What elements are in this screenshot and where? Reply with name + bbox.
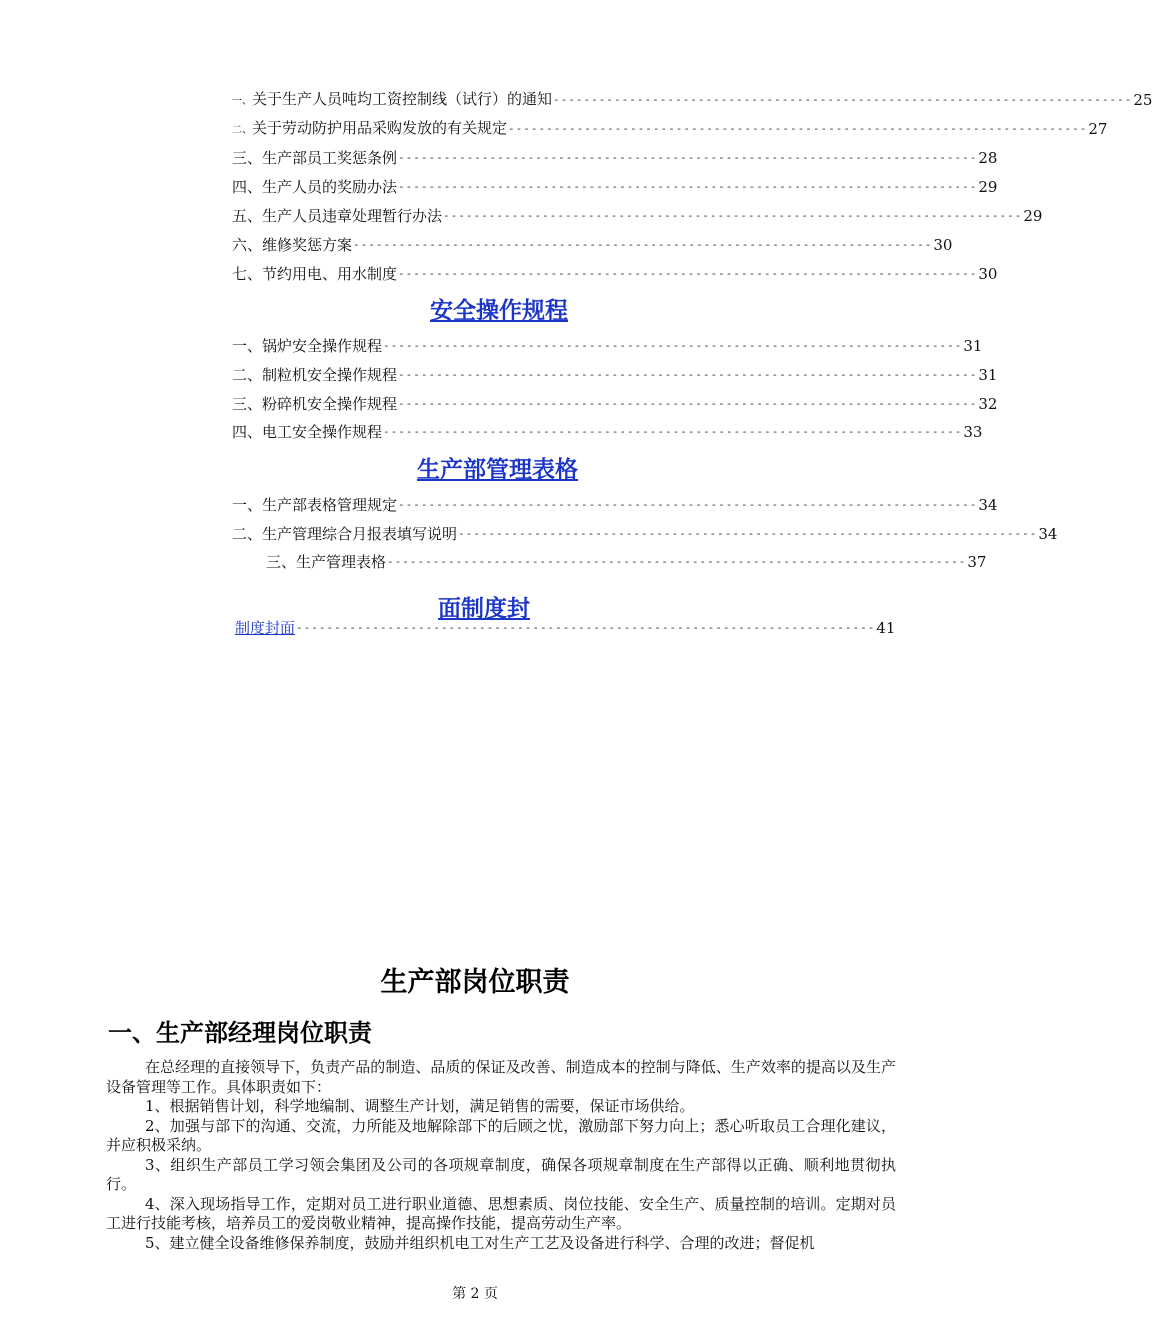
toc-leader: ---------------------------------------------------------------------------- (508, 122, 1088, 135)
toc-leader: ---------------------------------------------------------------------------- (398, 498, 978, 511)
toc-leader: ---------------------------------------------------------------------------- (443, 209, 1023, 222)
toc-row[interactable] (232, 147, 998, 169)
toc-page-number: 31 (963, 337, 983, 355)
toc-row[interactable] (266, 551, 987, 573)
toc-label: 四、生产人员的奖励办法 (232, 178, 398, 196)
document-title: 生产部岗位职责 (380, 967, 570, 998)
toc-row[interactable] (232, 364, 998, 386)
toc-row[interactable] (232, 205, 1043, 227)
toc-label: 三、生产管理表格 (266, 553, 387, 571)
toc-page-number: 32 (978, 395, 998, 413)
toc-leader: ---------------------------------------------------------------------------- (383, 339, 963, 352)
toc-row[interactable] (232, 234, 953, 256)
toc-leader: ---------------------------------------------------------------------------- (383, 425, 963, 438)
toc-row[interactable] (232, 263, 998, 285)
toc-leader: ---------------------------------------------------------------------------- (296, 621, 876, 634)
toc-row[interactable] (232, 421, 983, 443)
toc-page-number: 25 (1133, 91, 1152, 109)
toc-leader: ---------------------------------------------------------------------------- (398, 267, 978, 280)
toc-heading-safety[interactable]: 安全操作规程 (430, 298, 568, 324)
paragraph: 3、组织生产部员工学习领会集团及公司的各项规章制度，确保各项规章制度在生产部得以正确、顺利地贯彻执行。 (106, 1155, 896, 1193)
toc-leader: ---------------------------------------------------------------------------- (353, 238, 933, 251)
toc-page-number: 29 (978, 178, 998, 196)
toc-leader: ---------------------------------------------------------------------------- (398, 368, 978, 381)
paragraph: 1、根据销售计划，科学地编制、调整生产计划，满足销售的需要，保证市场供给。 (145, 1097, 695, 1115)
toc-leader: ---------------------------------------------------------------------------- (398, 180, 978, 193)
toc-page-number: 30 (978, 265, 998, 283)
toc-row[interactable] (232, 393, 998, 415)
toc-label: 七、节约用电、用水制度 (232, 265, 398, 283)
paragraph: 2、加强与部下的沟通、交流，力所能及地解除部下的后顾之忧，激励部下努力向上；悉心听取员工合理化建议，并应积极采纳。 (106, 1116, 896, 1154)
toc-label: 四、电工安全操作规程 (232, 423, 383, 441)
toc-label: 三、生产部员工奖惩条例 (232, 149, 398, 167)
toc-page-number: 31 (978, 366, 998, 384)
page-number-footer: 第 2 页 (452, 1286, 498, 1302)
toc-page-number: 41 (876, 619, 896, 637)
toc-row[interactable] (232, 89, 1152, 111)
toc-label: 二、生产管理综合月报表填写说明 (232, 525, 458, 543)
toc-leader: ---------------------------------------------------------------------------- (398, 397, 978, 410)
toc-page-number: 30 (933, 236, 953, 254)
toc-leader: ---------------------------------------------------------------------------- (398, 151, 978, 164)
paragraph: 在总经理的直接领导下，负责产品的制造、品质的保证及改善、制造成本的控制与降低、生产效率的提高以及生产设备管理等工作。具体职责如下： (106, 1058, 896, 1096)
toc-row[interactable] (232, 176, 998, 198)
toc-label: 六、维修奖惩方案 (232, 236, 353, 254)
toc-leader: ---------------------------------------------------------------------------- (387, 555, 967, 568)
toc-leader: ---------------------------------------------------------------------------- (458, 527, 1038, 540)
toc-heading-forms[interactable]: 生产部管理表格 (417, 457, 578, 483)
toc-page-number: 29 (1023, 207, 1043, 225)
toc-row[interactable] (232, 494, 998, 516)
toc-label: 一、生产部表格管理规定 (232, 496, 398, 514)
toc-leader: ---------------------------------------------------------------------------- (553, 93, 1133, 106)
toc-label: 二、制粒机安全操作规程 (232, 366, 398, 384)
cover-link[interactable]: 制度封面 (235, 619, 296, 637)
toc-label: 五、生产人员违章处理暂行办法 (232, 207, 443, 225)
paragraph: 4、深入现场指导工作，定期对员工进行职业道德、思想素质、岗位技能、安全生产、质量控制的培训。定期对员工进行技能考核，培养员工的爱岗敬业精神，提高操作技能，提高劳动生产率。 (106, 1194, 896, 1232)
toc-page-number: 27 (1088, 120, 1108, 138)
paragraph: 5、建立健全设备维修保养制度，鼓励并组织机电工对生产工艺及设备进行科学、合理的改进；督促机 (145, 1233, 815, 1252)
toc-page-number: 33 (963, 423, 983, 441)
toc-row[interactable] (232, 118, 1108, 140)
toc-label: 一、锅炉安全操作规程 (232, 337, 383, 355)
section-title: 一、生产部经理岗位职责 (108, 1019, 372, 1047)
toc-page-number: 34 (978, 496, 998, 514)
toc-page-number: 34 (1038, 525, 1058, 543)
toc-label: 二、关于劳动防护用品采购发放的有关规定 (232, 118, 508, 137)
body-text (106, 1058, 896, 1253)
toc-label: 三、粉碎机安全操作规程 (232, 395, 398, 413)
toc-row[interactable] (232, 335, 983, 357)
toc-row-cover[interactable] (235, 617, 896, 639)
toc-page-number: 37 (967, 553, 987, 571)
toc-page-number: 28 (978, 149, 998, 167)
toc-row[interactable] (232, 523, 1058, 545)
toc-label: 一、关于生产人员吨均工资控制线（试行）的通知 (232, 89, 553, 108)
toc-heading-cover[interactable]: 面制度封 (438, 596, 530, 622)
